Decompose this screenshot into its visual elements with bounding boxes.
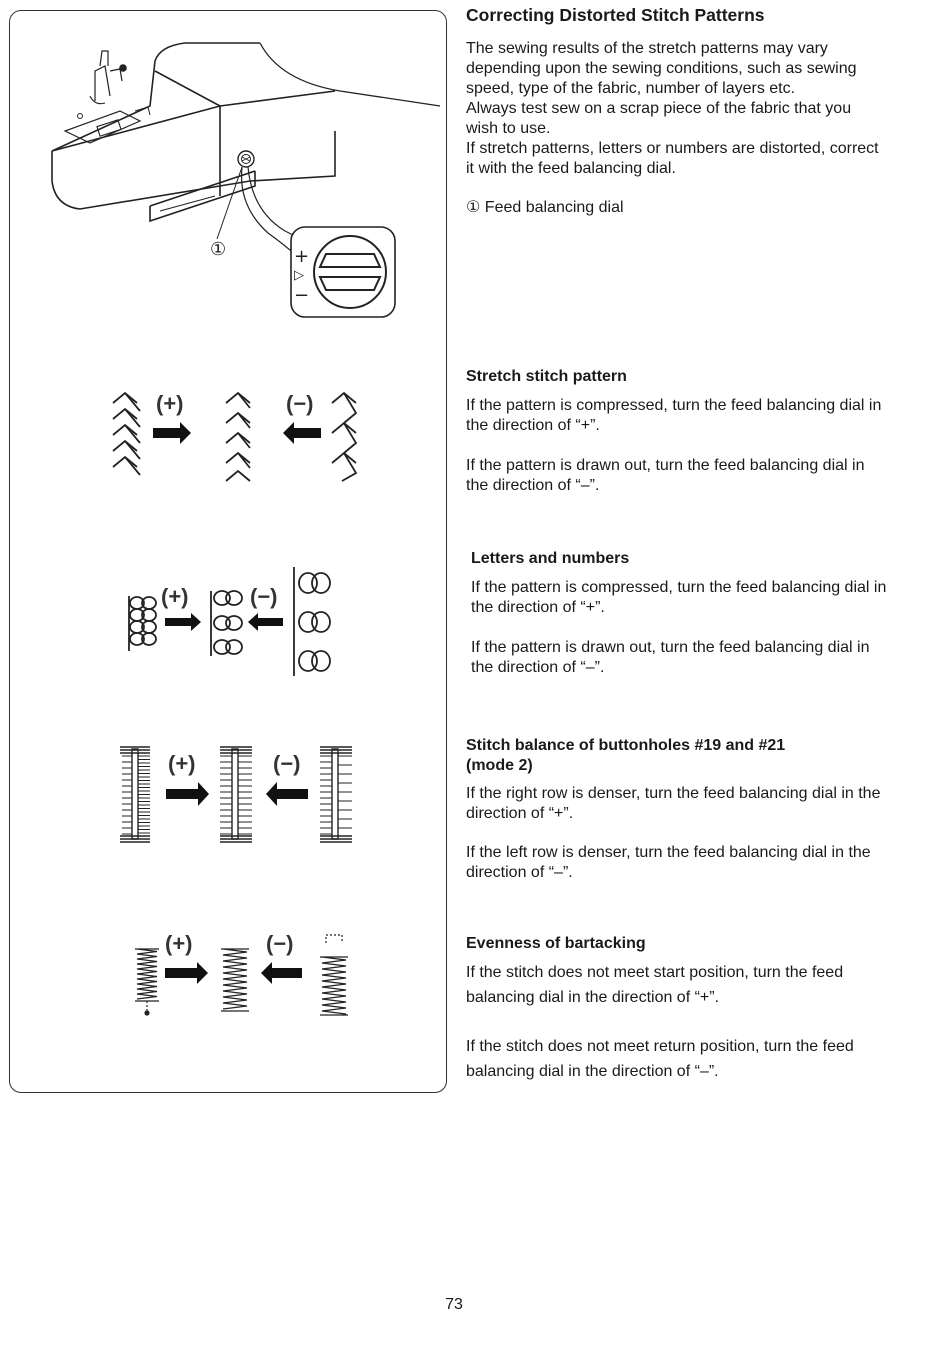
section-paragraph (466, 396, 881, 436)
section-paragraph (471, 578, 886, 618)
section-paragraph (466, 456, 864, 496)
section-paragraph (466, 784, 880, 824)
plus-label: (+) (165, 931, 193, 956)
text-line: the direction of “–”. (471, 659, 605, 676)
text-line: If the pattern is compressed, turn the feed balancing dial in (471, 579, 887, 596)
section-paragraph (466, 1034, 854, 1084)
text-line: the direction of “+”. (471, 599, 605, 616)
text-line: the direction of “+”. (466, 417, 600, 434)
heading-line: (mode 2) (466, 757, 533, 774)
text-line: direction of “+”. (466, 805, 574, 822)
letters-numbers-diagram (129, 567, 330, 676)
heading-line: Stitch balance of buttonholes #19 and #21 (466, 737, 786, 754)
intro-line: The sewing results of the stretch patterns may vary (466, 40, 828, 57)
text-line: the direction of “–”. (466, 477, 600, 494)
minus-label: (−) (273, 751, 301, 776)
section-heading-letters: Letters and numbers (471, 550, 630, 567)
right-arrow-icon (165, 613, 201, 631)
intro-line: Always test sew on a scrap piece of the fabric that you (466, 100, 852, 117)
buttonhole-diagram (120, 747, 352, 842)
minus-label: (−) (266, 931, 294, 956)
section-paragraph (466, 960, 843, 1010)
plus-label: (+) (161, 584, 189, 609)
section-heading-stretch: Stretch stitch pattern (466, 368, 627, 385)
right-arrow-icon (166, 782, 209, 806)
text-line: If the pattern is compressed, turn the feed balancing dial in (466, 397, 882, 414)
text-line: If the stitch does not meet return position, turn the feed (466, 1038, 854, 1055)
left-arrow-icon (266, 782, 308, 806)
section-heading-buttonholes (466, 736, 785, 776)
section-paragraph (471, 638, 869, 678)
page-number: 73 (445, 1296, 463, 1313)
minus-label: (−) (286, 391, 314, 416)
intro-line: depending upon the sewing conditions, such as sewing (466, 60, 857, 77)
left-arrow-icon (261, 962, 302, 984)
page-title: Correcting Distorted Stitch Patterns (466, 5, 765, 25)
callout-number: ① (210, 239, 227, 260)
text-line: balancing dial in the direction of “+”. (466, 989, 720, 1006)
feed-dial-callout: ① Feed balancing dial (466, 199, 624, 216)
plus-label: (+) (168, 751, 196, 776)
text-line: direction of “–”. (466, 864, 573, 881)
direction-arrows (153, 422, 321, 984)
text-line: If the left row is denser, turn the feed balancing dial in the (466, 844, 871, 861)
right-arrow-icon (153, 422, 191, 444)
section-paragraph (466, 843, 871, 883)
text-line: If the pattern is drawn out, turn the feed balancing dial in (466, 457, 865, 474)
minus-label: (−) (250, 584, 278, 609)
intro-line: wish to use. (466, 120, 551, 137)
text-line: If the pattern is drawn out, turn the feed balancing dial in (471, 639, 870, 656)
text-line: If the stitch does not meet start position, turn the feed (466, 964, 844, 981)
illustration-panel (9, 10, 447, 1093)
text-line: balancing dial in the direction of “–”. (466, 1063, 719, 1080)
text-line: If the right row is denser, turn the feed balancing dial in the (466, 785, 881, 802)
section-heading-bartacking: Evenness of bartacking (466, 935, 646, 952)
left-arrow-icon (248, 613, 283, 631)
dial-center-mark: ▷ (294, 268, 304, 283)
left-arrow-icon (283, 422, 321, 444)
intro-line: speed, type of the fabric, number of layers etc. (466, 80, 796, 97)
intro-text (466, 39, 906, 179)
dial-plus-mark: + (294, 246, 310, 267)
intro-line: If stretch patterns, letters or numbers are distorted, correct (466, 140, 879, 157)
right-arrow-icon (165, 962, 208, 984)
illustrations-svg (10, 11, 448, 1094)
intro-line: it with the feed balancing dial. (466, 160, 676, 177)
plus-label: (+) (156, 391, 184, 416)
dial-minus-mark: − (294, 285, 310, 306)
